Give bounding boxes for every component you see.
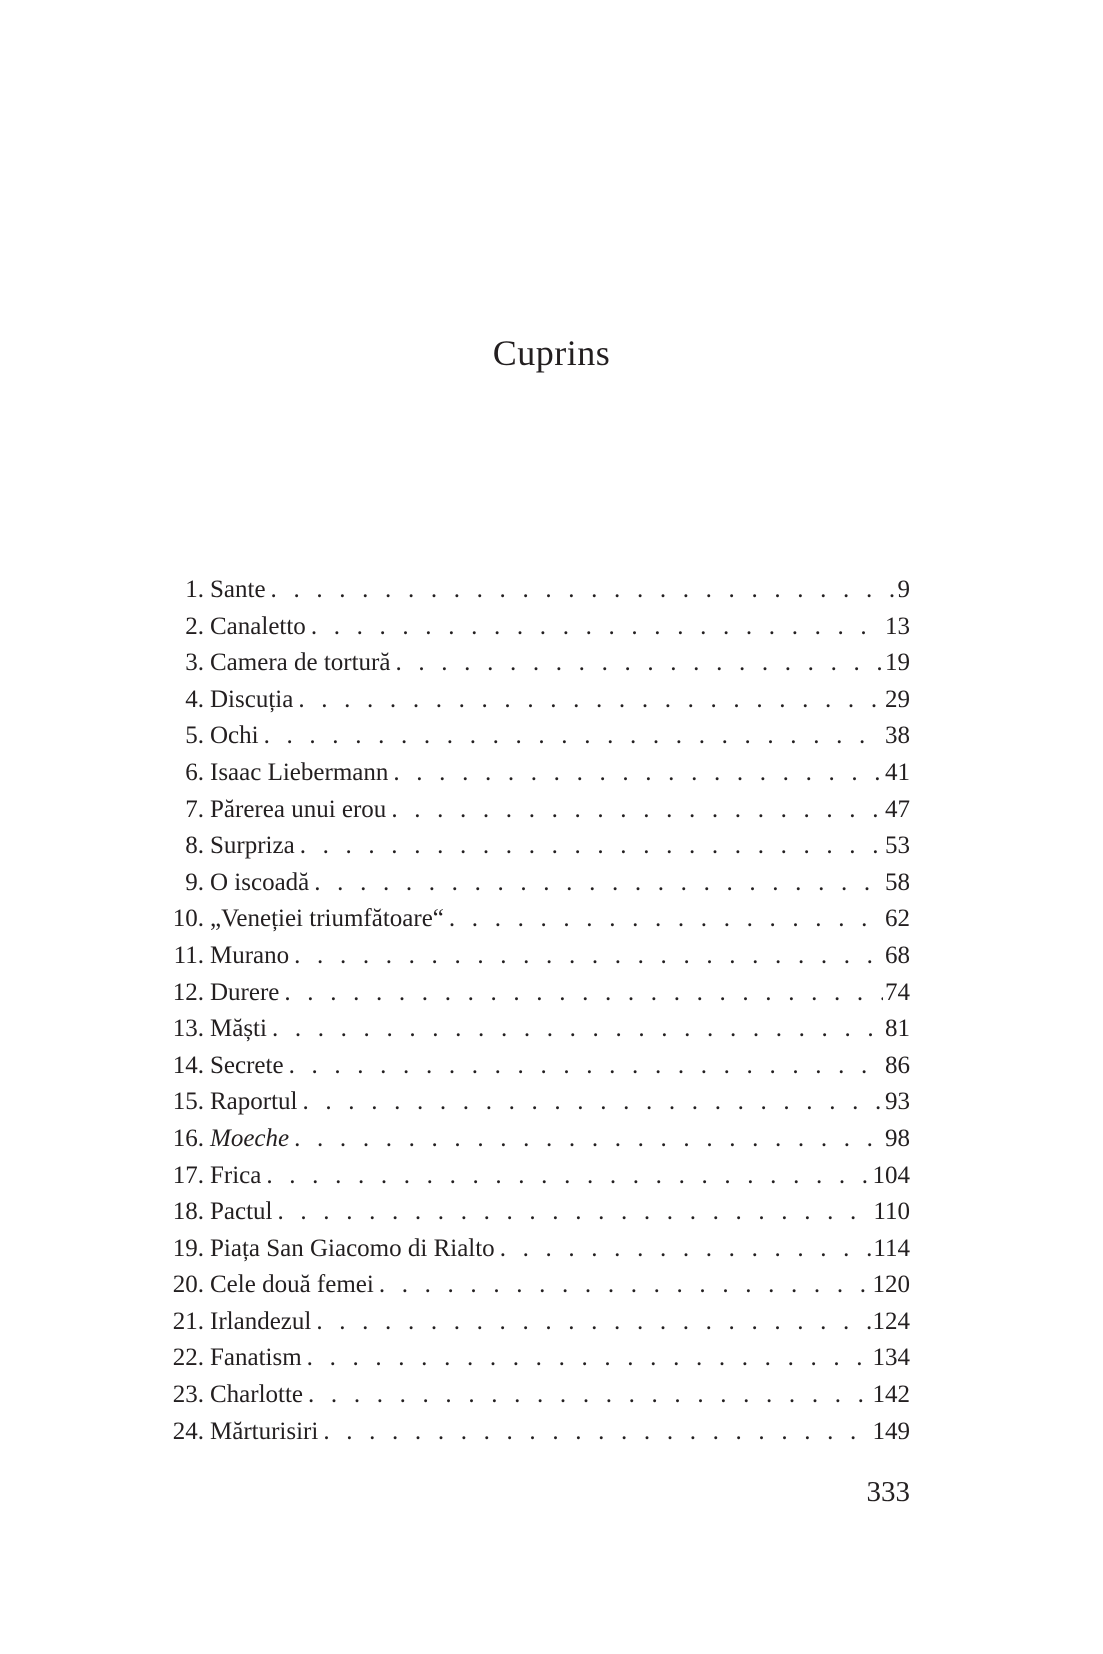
chapter-number: 18. — [172, 1198, 204, 1226]
toc-entry[interactable] — [166, 1231, 910, 1268]
toc-entry[interactable] — [166, 609, 910, 646]
chapter-number: 15. — [172, 1088, 204, 1116]
chapter-page: 149 — [872, 1417, 910, 1445]
toc-entry[interactable] — [166, 938, 910, 975]
dot-leader — [388, 755, 883, 792]
chapter-number: 11. — [173, 941, 204, 969]
chapter-number: 2. — [185, 612, 204, 640]
dot-leader — [289, 1121, 883, 1158]
chapter-page: 13 — [885, 612, 910, 640]
chapter-title: Surpriza — [210, 832, 295, 860]
chapter-page: 41 — [885, 758, 910, 786]
dot-leader — [259, 718, 883, 755]
chapter-title: Măști — [210, 1015, 267, 1043]
chapter-title: Moeche — [210, 1124, 290, 1152]
chapter-title: Raportul — [210, 1088, 298, 1116]
chapter-number: 9. — [185, 868, 204, 896]
chapter-title: Frica — [210, 1161, 262, 1189]
dot-leader — [284, 1048, 883, 1085]
toc-entry[interactable] — [166, 1048, 910, 1085]
dot-leader — [266, 572, 896, 609]
dot-leader — [267, 1011, 883, 1048]
chapter-number: 24. — [172, 1417, 204, 1445]
dot-leader — [303, 1377, 870, 1414]
toc-entry[interactable] — [166, 1194, 910, 1231]
chapter-title: „Veneției triumfătoare“ — [210, 905, 444, 933]
chapter-page: 9 — [897, 576, 910, 603]
dot-leader — [309, 865, 883, 902]
chapter-page: 68 — [885, 941, 910, 969]
chapter-title: Secrete — [210, 1051, 284, 1079]
chapter-page: 114 — [873, 1234, 910, 1262]
dot-leader — [444, 901, 883, 938]
chapter-title: Murano — [210, 941, 290, 969]
chapter-number: 23. — [172, 1381, 204, 1409]
dot-leader — [306, 609, 883, 646]
chapter-page: 19 — [885, 649, 910, 677]
chapter-page: 29 — [885, 685, 910, 713]
chapter-title: Piața San Giacomo di Rialto — [210, 1234, 495, 1262]
chapter-number: 12. — [172, 978, 204, 1006]
page-number: 333 — [866, 1476, 910, 1508]
chapter-number: 5. — [185, 722, 204, 750]
toc-entry[interactable] — [166, 975, 910, 1012]
toc-entry[interactable] — [166, 1084, 910, 1121]
dot-leader — [279, 975, 883, 1012]
chapter-number: 4. — [185, 685, 204, 713]
chapter-page: 104 — [872, 1161, 910, 1189]
toc-entry[interactable] — [166, 1267, 910, 1304]
toc-entry[interactable] — [166, 1158, 910, 1195]
chapter-page: 120 — [872, 1271, 910, 1299]
chapter-number: 22. — [172, 1344, 204, 1372]
toc-entry[interactable] — [166, 718, 910, 755]
toc-entry[interactable] — [166, 792, 910, 829]
chapter-number: 3. — [185, 649, 204, 677]
toc-entry[interactable] — [166, 901, 910, 938]
toc-entry[interactable] — [166, 1121, 910, 1158]
toc-entry[interactable] — [166, 755, 910, 792]
dot-leader — [495, 1231, 872, 1268]
toc-entry[interactable] — [166, 865, 910, 902]
dot-leader — [386, 792, 883, 829]
chapter-title: Mărturisiri — [210, 1417, 319, 1445]
chapter-number: 20. — [172, 1271, 204, 1299]
toc-entry[interactable] — [166, 1304, 910, 1341]
chapter-title: Discuția — [210, 685, 294, 713]
chapter-number: 16. — [172, 1124, 204, 1152]
dot-leader — [295, 828, 883, 865]
chapter-title: Camera de tortură — [210, 649, 391, 677]
chapter-page: 110 — [873, 1198, 910, 1226]
chapter-title: Charlotte — [210, 1381, 304, 1409]
chapter-number: 8. — [185, 832, 204, 860]
chapter-page: 38 — [885, 722, 910, 750]
chapter-title: Ochi — [210, 722, 259, 750]
toc-entry[interactable] — [166, 1340, 910, 1377]
chapter-number: 21. — [172, 1307, 204, 1335]
dot-leader — [289, 938, 883, 975]
toc-entry[interactable] — [166, 1377, 910, 1414]
page-title: Cuprins — [492, 333, 611, 373]
chapter-title: O iscoadă — [210, 868, 310, 896]
dot-leader — [293, 682, 883, 719]
toc-entry[interactable] — [166, 828, 910, 865]
chapter-page: 142 — [872, 1381, 910, 1409]
chapter-title: Isaac Liebermann — [210, 758, 389, 786]
chapter-title: Pactul — [210, 1198, 273, 1226]
chapter-page: 124 — [872, 1307, 910, 1335]
chapter-page: 53 — [885, 832, 910, 860]
dot-leader — [311, 1304, 870, 1341]
chapter-title: Părerea unui erou — [210, 795, 387, 823]
chapter-title: Fanatism — [210, 1344, 302, 1372]
toc-entry[interactable] — [166, 1011, 910, 1048]
chapter-number: 19. — [172, 1234, 204, 1262]
chapter-page: 47 — [885, 795, 910, 823]
chapter-title: Durere — [210, 978, 280, 1006]
chapter-page: 86 — [885, 1051, 910, 1079]
dot-leader — [302, 1340, 871, 1377]
chapter-page: 81 — [885, 1015, 910, 1043]
chapter-page: 62 — [885, 905, 910, 933]
toc-entry[interactable] — [166, 1414, 910, 1451]
toc-entry[interactable] — [166, 682, 910, 719]
chapter-number: 14. — [172, 1051, 204, 1079]
chapter-title: Sante — [210, 576, 266, 603]
toc-entry[interactable] — [166, 645, 910, 682]
chapter-number: 1. — [185, 576, 204, 603]
chapter-page: 58 — [885, 868, 910, 896]
dot-leader — [261, 1158, 870, 1195]
chapter-number: 10. — [172, 905, 204, 933]
table-of-contents — [166, 572, 910, 1450]
dot-leader — [374, 1267, 871, 1304]
dot-leader — [318, 1414, 870, 1451]
chapter-page: 93 — [885, 1088, 910, 1116]
chapter-number: 13. — [172, 1015, 204, 1043]
dot-leader — [298, 1084, 884, 1121]
chapter-title: Irlandezul — [210, 1307, 312, 1335]
chapter-page: 74 — [885, 978, 910, 1006]
dot-leader — [273, 1194, 872, 1231]
chapter-number: 6. — [185, 758, 204, 786]
chapter-number: 17. — [172, 1161, 204, 1189]
chapter-number: 7. — [185, 795, 204, 823]
toc-entry[interactable] — [166, 572, 910, 609]
chapter-title: Cele două femei — [210, 1271, 374, 1299]
chapter-page: 98 — [885, 1124, 910, 1152]
dot-leader — [390, 645, 883, 682]
chapter-title: Canaletto — [210, 612, 306, 640]
chapter-page: 134 — [872, 1344, 910, 1372]
